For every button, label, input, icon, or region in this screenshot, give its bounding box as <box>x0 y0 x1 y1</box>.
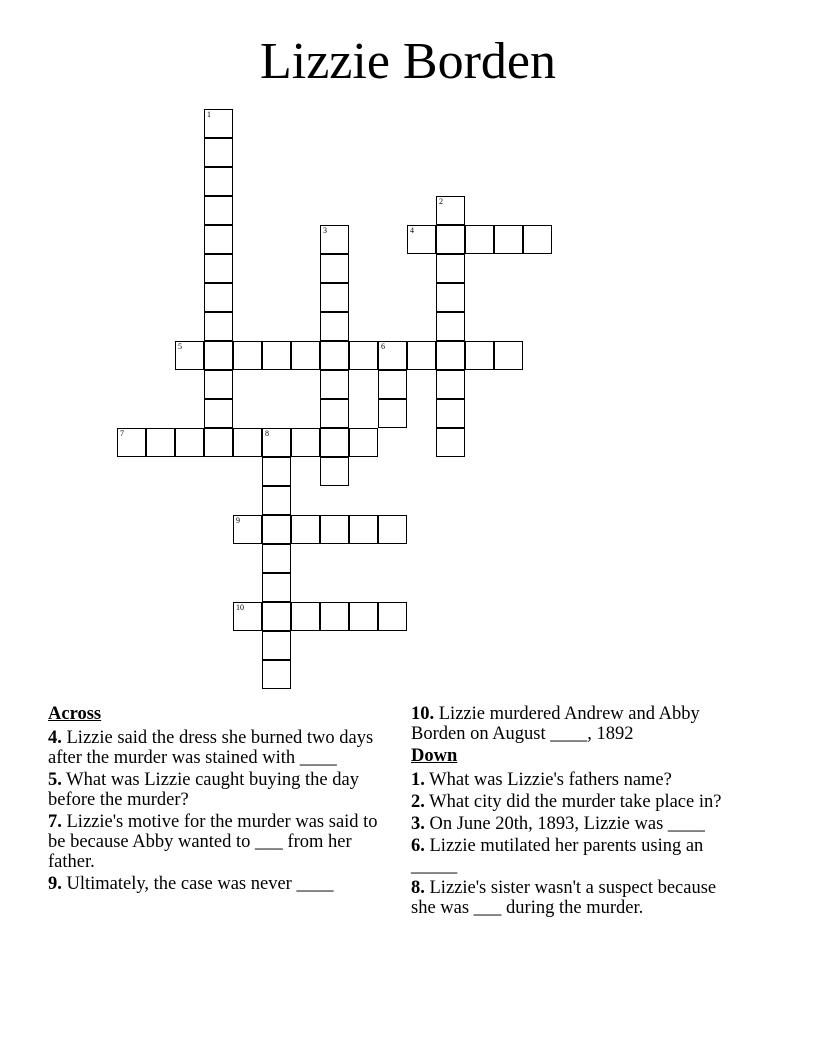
grid-cell[interactable] <box>436 225 465 254</box>
grid-cell[interactable] <box>436 370 465 399</box>
clue-down-2 <box>411 792 741 812</box>
grid-cell[interactable] <box>262 631 291 660</box>
grid-cell[interactable] <box>320 515 349 544</box>
clue-text: Lizzie's motive for the murder was said to be because Abby wanted to ___ from her father. <box>48 812 378 872</box>
grid-cell[interactable] <box>204 109 233 138</box>
clue-across-9 <box>48 874 378 894</box>
grid-cell[interactable] <box>233 428 262 457</box>
grid-cell[interactable] <box>262 660 291 689</box>
grid-cell[interactable] <box>320 341 349 370</box>
clue-text: Lizzie mutilated her parents using an _____ <box>411 836 704 876</box>
grid-cell[interactable] <box>494 225 523 254</box>
clue-number: 2. <box>411 792 425 812</box>
cell-number: 9 <box>236 516 240 525</box>
grid-cell[interactable] <box>175 341 204 370</box>
clue-number: 3. <box>411 814 425 834</box>
grid-cell[interactable] <box>117 428 146 457</box>
grid-cell[interactable] <box>291 341 320 370</box>
grid-cell[interactable] <box>233 341 262 370</box>
grid-cell[interactable] <box>436 196 465 225</box>
grid-cell[interactable] <box>349 428 378 457</box>
clue-text: What was Lizzie caught buying the day before the murder? <box>48 770 359 810</box>
grid-cell[interactable] <box>204 283 233 312</box>
cell-number: 2 <box>439 197 443 206</box>
grid-cell[interactable] <box>204 167 233 196</box>
cell-number: 6 <box>381 342 385 351</box>
grid-cell[interactable] <box>233 515 262 544</box>
grid-cell[interactable] <box>523 225 552 254</box>
grid-cell[interactable] <box>204 399 233 428</box>
grid-cell[interactable] <box>465 225 494 254</box>
clue-text: Ultimately, the case was never ____ <box>66 874 334 894</box>
grid-cell[interactable] <box>204 196 233 225</box>
clue-number: 4. <box>48 728 62 748</box>
cell-number: 3 <box>323 226 327 235</box>
grid-cell[interactable] <box>262 428 291 457</box>
clue-text: Lizzie murdered Andrew and Abby Borden on August ____, 1892 <box>411 704 700 744</box>
grid-cell[interactable] <box>436 341 465 370</box>
grid-cell[interactable] <box>204 341 233 370</box>
clue-down-6 <box>411 836 741 876</box>
grid-cell[interactable] <box>320 602 349 631</box>
grid-cell[interactable] <box>262 573 291 602</box>
puzzle-title: Lizzie Borden <box>260 33 556 90</box>
grid-cell[interactable] <box>204 428 233 457</box>
clue-across-7 <box>48 812 378 872</box>
cell-number: 4 <box>410 226 414 235</box>
across-heading: Across <box>48 704 102 724</box>
grid-cell[interactable] <box>204 370 233 399</box>
grid-cell[interactable] <box>349 341 378 370</box>
grid-cell[interactable] <box>262 457 291 486</box>
cell-number: 5 <box>178 342 182 351</box>
grid-cell[interactable] <box>465 341 494 370</box>
grid-cell[interactable] <box>291 515 320 544</box>
clue-number: 6. <box>411 836 425 856</box>
grid-cell[interactable] <box>436 254 465 283</box>
grid-cell[interactable] <box>204 138 233 167</box>
clue-number: 1. <box>411 770 425 790</box>
clues-right-column <box>411 704 741 918</box>
clue-number: 5. <box>48 770 62 790</box>
grid-cell[interactable] <box>407 341 436 370</box>
grid-cell[interactable] <box>320 457 349 486</box>
clue-across-4 <box>48 728 378 768</box>
clue-number: 8. <box>411 878 425 898</box>
grid-cell[interactable] <box>436 283 465 312</box>
grid-cell[interactable] <box>378 515 407 544</box>
grid-cell[interactable] <box>233 602 262 631</box>
clue-number: 10. <box>411 704 435 724</box>
grid-cell[interactable] <box>349 602 378 631</box>
grid-cell[interactable] <box>494 341 523 370</box>
grid-cell[interactable] <box>204 225 233 254</box>
grid-cell[interactable] <box>378 341 407 370</box>
grid-cell[interactable] <box>320 370 349 399</box>
cell-number: 7 <box>120 429 124 438</box>
grid-cell[interactable] <box>204 312 233 341</box>
grid-cell[interactable] <box>436 428 465 457</box>
grid-cell[interactable] <box>320 312 349 341</box>
grid-cell[interactable] <box>262 486 291 515</box>
clue-number: 9. <box>48 874 62 894</box>
cell-number: 10 <box>236 603 244 612</box>
grid-cell[interactable] <box>262 515 291 544</box>
grid-cell[interactable] <box>378 399 407 428</box>
grid-cell[interactable] <box>175 428 204 457</box>
down-heading: Down <box>411 746 458 766</box>
clue-text: What city did the murder take place in? <box>429 792 722 812</box>
grid-cell[interactable] <box>378 370 407 399</box>
grid-cell[interactable] <box>320 225 349 254</box>
grid-cell[interactable] <box>320 283 349 312</box>
clue-across-5 <box>48 770 378 810</box>
clue-down-3 <box>411 814 741 834</box>
grid-cell[interactable] <box>407 225 436 254</box>
grid-cell[interactable] <box>262 544 291 573</box>
clue-text: On June 20th, 1893, Lizzie was ____ <box>429 814 705 834</box>
clue-text: Lizzie's sister wasn't a suspect because she was ___ during the murder. <box>411 878 717 918</box>
clue-down-8 <box>411 878 741 918</box>
grid-cell[interactable] <box>320 399 349 428</box>
grid-cell[interactable] <box>262 602 291 631</box>
clues-left-column <box>48 704 378 894</box>
clue-text: What was Lizzie's fathers name? <box>429 770 672 790</box>
grid-cell[interactable] <box>349 515 378 544</box>
grid-cell[interactable] <box>262 341 291 370</box>
grid-cell[interactable] <box>204 254 233 283</box>
grid-cell[interactable] <box>436 312 465 341</box>
grid-cell[interactable] <box>320 428 349 457</box>
grid-cell[interactable] <box>320 254 349 283</box>
cell-number: 1 <box>207 110 211 119</box>
grid-cell[interactable] <box>291 602 320 631</box>
grid-cell[interactable] <box>291 428 320 457</box>
grid-cell[interactable] <box>146 428 175 457</box>
clue-text: Lizzie said the dress she burned two days after the murder was stained with ____ <box>48 728 374 768</box>
cell-number: 8 <box>265 429 269 438</box>
clue-down-1 <box>411 770 741 790</box>
grid-cell[interactable] <box>378 602 407 631</box>
clue-number: 7. <box>48 812 62 832</box>
grid-cell[interactable] <box>436 399 465 428</box>
clue-across-10 <box>411 704 741 744</box>
